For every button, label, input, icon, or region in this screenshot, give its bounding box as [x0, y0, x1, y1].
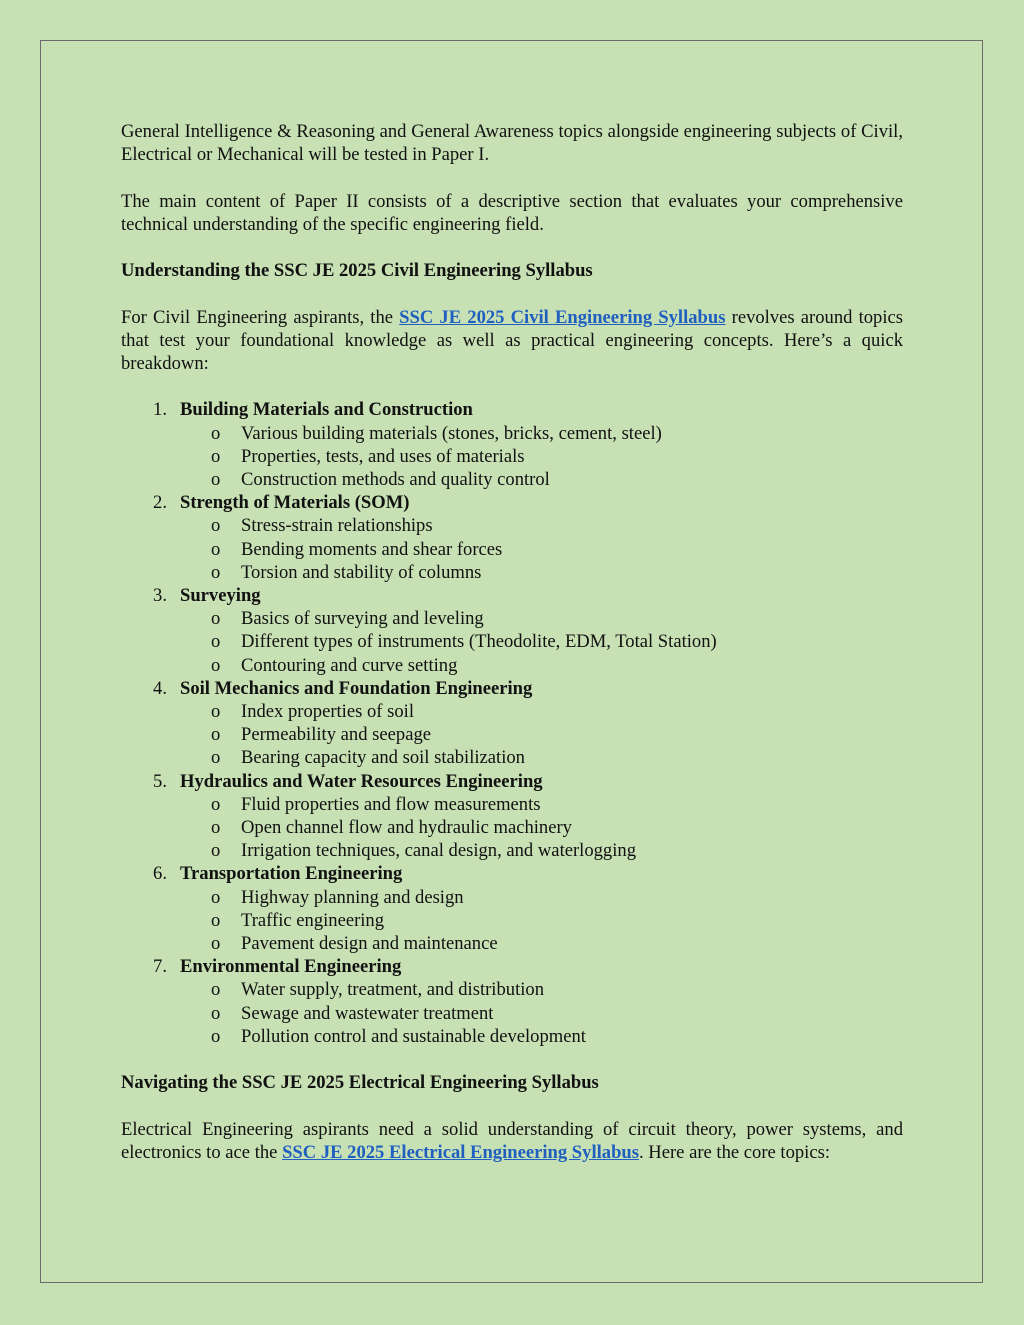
topic-title: Soil Mechanics and Foundation Engineering [180, 677, 533, 699]
subtopic-text: Sewage and wastewater treatment [241, 1002, 494, 1024]
electrical-syllabus-link[interactable]: SSC JE 2025 Electrical Engineering Syllabus [282, 1141, 639, 1163]
subtopic-item [121, 514, 903, 537]
subtopic-item [121, 607, 903, 630]
bullet-icon: o [211, 840, 221, 862]
electrical-intro-after: . Here are the core topics: [639, 1141, 831, 1163]
bullet-icon: o [211, 1002, 221, 1024]
subtopic-text: Bending moments and shear forces [241, 538, 503, 560]
subtopic-item [121, 1002, 903, 1025]
civil-topic-list [121, 398, 903, 1048]
document-body [121, 120, 903, 1187]
civil-syllabus-link[interactable]: SSC JE 2025 Civil Engineering Syllabus [399, 306, 726, 328]
subtopic-text: Torsion and stability of columns [241, 561, 482, 583]
civil-intro-after: revolves around topics that test your foundational knowledge as well as practical engineering concepts. Here’s a quick breakdown: [121, 306, 903, 374]
topic-heading [121, 862, 903, 885]
intro-paragraph-2: The main content of Paper II consists of a descriptive section that evaluates your comprehensive technical understanding of the specific engineering field. [121, 190, 903, 235]
subtopic-item [121, 422, 903, 445]
bullet-icon: o [211, 468, 221, 490]
subtopic-item [121, 654, 903, 677]
topic-number: 2. [153, 492, 167, 514]
electrical-intro [121, 1118, 903, 1164]
topic-title: Strength of Materials (SOM) [180, 492, 410, 514]
bullet-icon: o [211, 515, 221, 537]
topic-item [121, 955, 903, 1048]
bullet-icon: o [211, 422, 221, 444]
subtopic-list [121, 422, 903, 492]
subtopic-text: Basics of surveying and leveling [241, 608, 484, 630]
bullet-icon: o [211, 608, 221, 630]
subtopic-text: Properties, tests, and uses of materials [241, 445, 525, 467]
topic-heading [121, 491, 903, 514]
topic-heading [121, 677, 903, 700]
subtopic-item [121, 561, 903, 584]
subtopic-text: Index properties of soil [241, 701, 414, 723]
intro-paragraph-1: General Intelligence & Reasoning and General Awareness topics alongside engineering subjects of Civil, Electrical or Mechanical will be tested in Paper I. [121, 121, 903, 166]
civil-heading: Understanding the SSC JE 2025 Civil Engineering Syllabus [121, 260, 593, 282]
subtopic-item [121, 723, 903, 746]
topic-title: Hydraulics and Water Resources Engineering [180, 770, 543, 792]
bullet-icon: o [211, 817, 221, 839]
topic-number: 7. [153, 956, 167, 978]
subtopic-text: Open channel flow and hydraulic machinery [241, 817, 572, 839]
subtopic-text: Stress-strain relationships [241, 515, 433, 537]
subtopic-item [121, 468, 903, 491]
subtopic-text: Permeability and seepage [241, 724, 431, 746]
bullet-icon: o [211, 724, 221, 746]
topic-number: 5. [153, 770, 167, 792]
topic-heading [121, 398, 903, 421]
subtopic-text: Pollution control and sustainable development [241, 1025, 586, 1047]
subtopic-list [121, 700, 903, 770]
topic-number: 3. [153, 585, 167, 606]
subtopic-item [121, 909, 903, 932]
subtopic-text: Irrigation techniques, canal design, and waterlogging [241, 840, 636, 862]
subtopic-list [121, 886, 903, 956]
subtopic-text: Construction methods and quality control [241, 468, 550, 490]
subtopic-item [121, 630, 903, 653]
topic-number: 6. [153, 863, 167, 885]
subtopic-list [121, 607, 903, 677]
subtopic-item [121, 932, 903, 955]
subtopic-item [121, 445, 903, 468]
subtopic-text: Different types of instruments (Theodolite, EDM, Total Station) [241, 631, 717, 653]
subtopic-list [121, 978, 903, 1048]
bullet-icon: o [211, 445, 221, 467]
bullet-icon: o [211, 979, 221, 1001]
subtopic-text: Traffic engineering [241, 909, 385, 931]
bullet-icon: o [211, 631, 221, 653]
bullet-icon: o [211, 933, 221, 955]
bullet-icon: o [211, 1025, 221, 1047]
bullet-icon: o [211, 654, 221, 676]
bullet-icon: o [211, 538, 221, 560]
bullet-icon: o [211, 793, 221, 815]
subtopic-item [121, 1025, 903, 1048]
topic-heading [121, 955, 903, 978]
civil-intro-before: For Civil Engineering aspirants, the [121, 306, 400, 328]
subtopic-text: Contouring and curve setting [241, 654, 458, 676]
subtopic-item [121, 978, 903, 1001]
bullet-icon: o [211, 909, 221, 931]
subtopic-list [121, 514, 903, 584]
bullet-icon: o [211, 701, 221, 723]
subtopic-list [121, 793, 903, 863]
subtopic-item [121, 839, 903, 862]
subtopic-item [121, 746, 903, 769]
subtopic-item [121, 793, 903, 816]
bullet-icon: o [211, 886, 221, 908]
topic-number: 4. [153, 677, 167, 699]
subtopic-item [121, 816, 903, 839]
electrical-intro-before: Electrical Engineering aspirants need a solid understanding of circuit theory, power systems, and electronics to ace the [121, 1118, 903, 1163]
bullet-icon: o [211, 561, 221, 583]
topic-title: Environmental Engineering [180, 956, 402, 978]
subtopic-item [121, 538, 903, 561]
topic-heading [121, 770, 903, 793]
civil-intro [121, 306, 903, 376]
subtopic-text: Highway planning and design [241, 886, 464, 908]
subtopic-text: Water supply, treatment, and distribution [241, 979, 544, 1001]
topic-item [121, 677, 903, 770]
electrical-heading: Navigating the SSC JE 2025 Electrical Engineering Syllabus [121, 1072, 599, 1094]
subtopic-text: Pavement design and maintenance [241, 933, 498, 955]
subtopic-text: Bearing capacity and soil stabilization [241, 747, 525, 769]
topic-item [121, 770, 903, 863]
topic-title: Building Materials and Construction [180, 399, 473, 421]
topic-item [121, 584, 903, 677]
subtopic-text: Fluid properties and flow measurements [241, 793, 541, 815]
topic-item [121, 398, 903, 491]
subtopic-text: Various building materials (stones, bricks, cement, steel) [241, 422, 662, 444]
bullet-icon: o [211, 747, 221, 769]
topic-title: Surveying [180, 585, 261, 606]
topic-number: 1. [153, 399, 167, 421]
topic-item [121, 862, 903, 955]
subtopic-item [121, 886, 903, 909]
topic-title: Transportation Engineering [180, 863, 403, 885]
subtopic-item [121, 700, 903, 723]
topic-item [121, 491, 903, 584]
topic-heading [121, 584, 903, 607]
